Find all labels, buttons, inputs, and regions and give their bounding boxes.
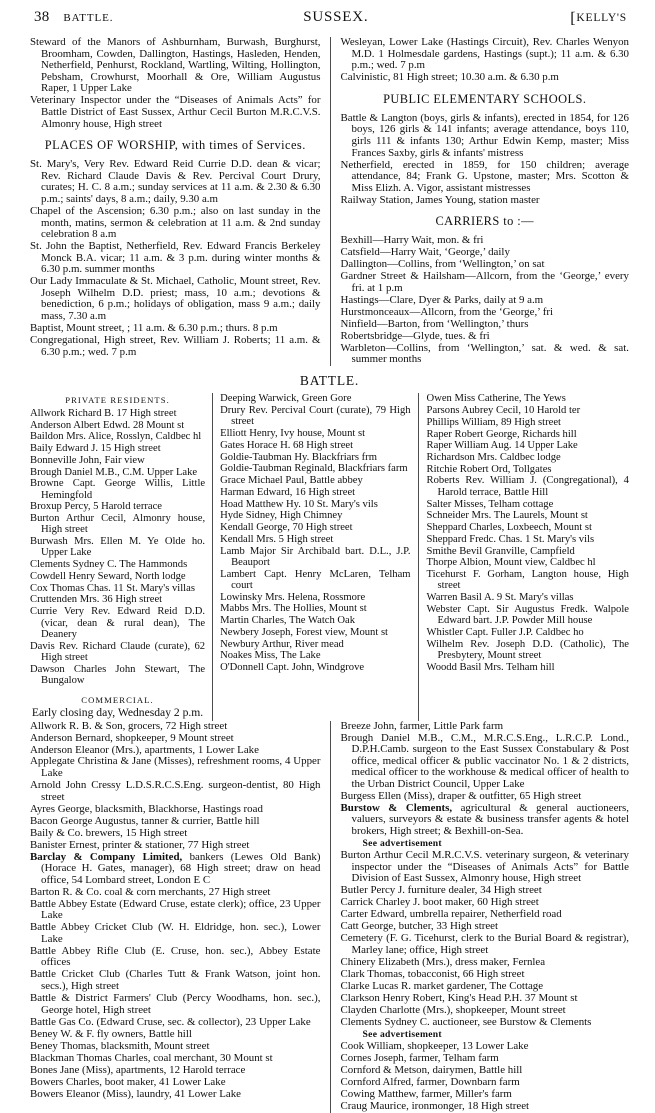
resident-entry: Baildon Mrs. Alice, Rosslyn, Caldbec hl [30, 431, 202, 443]
commercial-entry: Beney Thomas, blacksmith, Mount street [30, 1039, 210, 1052]
commercial-entry: Cook William, shopkeeper, 13 Lower Lake [340, 1039, 529, 1052]
resident-entry: Richardson Mrs. Caldbec lodge [426, 452, 561, 464]
commercial-entry-name: Burstow & Clements, [340, 801, 453, 814]
commercial-entry: Beney W. & F. fly owners, Battle hill [30, 1027, 192, 1040]
worship-entry: Congregational, High street, Rev. William J. Roberts; 11 a.m. & 6.30 p.m.; wed. 7 p.m [30, 334, 321, 358]
resident-entry: Smithe Bevil Granville, Campfield [426, 545, 575, 557]
resident-entry: Brough Daniel M.B., C.M. Upper Lake [30, 466, 198, 478]
resident-entry: Harman Edward, 16 High street [220, 486, 356, 498]
upper-left-column [30, 37, 330, 366]
commercial-entry: Clayden Charlotte (Mrs.), shopkeeper, Mount street [340, 1003, 566, 1016]
bracket-glyph: [ [570, 10, 577, 27]
places-of-worship-heading: PLACES OF WORSHIP, with times of Services. [44, 138, 306, 153]
worship-entry: Baptist, Mount street, ; 11 a.m. & 6.30 p.m.; thurs. 8 p.m [30, 322, 278, 335]
commercial-entry: Clark Thomas, tobacconist, 66 High street [340, 967, 525, 980]
resident-entry: Roberts Rev. William J. (Congregational), 4 Harold terrace, Battle Hill [426, 475, 629, 498]
railway-station-entry: Railway Station, James Young, station master [340, 193, 540, 206]
commercial-entry: Cornford & Metson, dairymen, Battle hill [340, 1063, 523, 1076]
schools-heading: PUBLIC ELEMENTARY SCHOOLS. [383, 91, 587, 106]
commercial-left-column [30, 721, 330, 1113]
worship-entry: Chapel of the Ascension; 6.30 p.m.; also on last sunday in the month, matins, sermon & celebration at 11 a.m. & 2nd sunday celebration 8 a.m [30, 204, 321, 241]
publisher-name: KELLY'S [576, 12, 627, 24]
resident-entry: Deeping Warwick, Green Gore [220, 393, 352, 405]
commercial-entry: Clarke Lucas R. market gardener, The Cottage [340, 979, 544, 992]
resident-entry: Lamb Major Sir Archibald bart. D.L., J.P. Beauport [220, 545, 411, 568]
commercial-entry: Carter Edward, umbrella repairer, Netherfield road [340, 908, 562, 921]
running-head-left [34, 9, 113, 26]
resident-entry: Salter Misses, Telham cottage [426, 498, 554, 510]
commercial-entry: Bones Jane (Miss), apartments, 12 Harold terrace [30, 1063, 246, 1076]
resident-entry: Cox Thomas Chas. 11 St. Mary's villas [30, 582, 195, 594]
commercial-entry: Banister Ernest, printer & stationer, 77 High street [30, 838, 250, 851]
commercial-entry: Battle Gas Co. (Edward Cruse, sec. & collector), 23 Upper Lake [30, 1015, 311, 1028]
upper-right-column [330, 37, 630, 366]
worship-entry: Calvinistic, 81 High street; 10.30 a.m. & 6.30 p.m [340, 71, 559, 84]
early-closing-day: Early closing day, Wednesday 2 p.m. [31, 706, 204, 720]
commercial-entry: Craug Maurice, ironmonger, 18 High street [340, 1099, 530, 1112]
resident-entry: Newbury Arthur, River mead [220, 638, 344, 650]
resident-entry: Hyde Sidney, High Chimney [220, 510, 343, 522]
commercial-entry: Breeze John, farmer, Little Park farm [340, 719, 504, 732]
commercial-heading: COMMERCIAL. [81, 694, 154, 705]
resident-entry: Woodd Basil Mrs. Telham hill [426, 661, 555, 673]
commercial-entry: Cowing Matthew, farmer, Miller's farm [340, 1087, 512, 1100]
resident-entry: Anderson Albert Edwd. 28 Mount st [30, 419, 185, 431]
commercial-entry: Brough Daniel M.B., C.M., M.R.C.S.Eng., L.R.C.P. Lond., D.P.H.Camb. surgeon to the East Sussex Constabulary & Post office, medical officer & public vaccinator No. 1 & 2 districts, medical officer to the workhouse & medical officer of health to the Urban District Council, Upper Lake [340, 731, 629, 790]
residents-column-2 [212, 393, 417, 720]
carrier-entry: Warbleton—Collins, from ‘Wellington,’ sat. & wed. & sat. summer months [340, 341, 629, 366]
school-entry: Battle & Langton (boys, girls & infants), erected in 1854, for 126 boys, 126 girls & 141 infants; average attendance, boys 110, girls 111 & infants 130; Arthur Edwin Kemp, master; Miss Frances Saxby, girls & infants' mistress [340, 111, 629, 159]
commercial-entry: Cornes Joseph, farmer, Telham farm [340, 1051, 499, 1064]
resident-entry: Clements Sydney C. The Hammonds [30, 559, 188, 571]
resident-entry: Hoad Matthew Hy. 10 St. Mary's vils [220, 498, 378, 510]
private-residents-heading: PRIVATE RESIDENTS. [65, 395, 170, 406]
resident-entry: Lambert Capt. Henry McLaren, Telham court [220, 568, 411, 591]
upper-two-column-block [30, 37, 629, 366]
residents-column-1 [30, 393, 212, 720]
resident-entry: Webster Capt. Sir Augustus Fredk. Walpole Edward bart. J.P. Powder Mill house [426, 603, 629, 627]
resident-entry: Sheppard Fredc. Chas. 1 St. Mary's vils [426, 533, 595, 545]
carriers-heading: CARRIERS to :— [435, 214, 535, 229]
resident-entry: Newbery Joseph, Forest view, Mount st [220, 626, 389, 638]
resident-entry: Goldie-Taubman Reginald, Blackfriars farm [220, 463, 408, 475]
resident-entry: Davis Rev. Richard Claude (curate), 62 High street [30, 640, 206, 663]
official-entry: Steward of the Manors of Ashburnham, Burwash, Burghurst, Broomham, Cowden, Dallington, Hastings, Hasleden, Henden, Netherfield, Penhurst, Rockland, Wartling, Wilting, Hollington, Pebsham, Crowhurst, Moorhall & Ore, William Augustus Raper, 1 Upper Lake [30, 36, 321, 95]
resident-entry: Noakes Miss, The Lake [220, 650, 321, 662]
commercial-entry: Battle Abbey Estate (Edward Cruse, estate clerk); office, 23 Upper Lake [30, 897, 321, 922]
running-head [30, 9, 629, 28]
resident-entry: Ritchie Robert Ord, Tollgates [426, 463, 552, 475]
worship-entry: St. Mary's, Very Rev. Edward Reid Currie D.D. dean & vicar; Rev. Richard Claude Davis & Rev. Percival Court Drury, curates; H. C. 8 a.m.; sunday services at 11 a.m. & 2.30 & 6.30 p.m.; saints' days, 8 a.m.; daily, 9.30 a.m [30, 158, 321, 205]
resident-entry: Elliott Henry, Ivy house, Mount st [220, 428, 366, 440]
resident-entry: Martin Charles, The Watch Oak [220, 615, 356, 627]
running-head-publisher [570, 10, 627, 28]
commercial-entry: Catt George, butcher, 33 High street [340, 920, 499, 933]
resident-entry: Kendall Mrs. 5 High street [220, 533, 334, 545]
resident-entry: Wilhelm Rev. Joseph D.D. (Catholic), The Presbytery, Mount street [426, 638, 629, 661]
resident-entry: Cruttenden Mrs. 36 High street [30, 594, 163, 606]
commercial-entry: Anderson Eleanor (Mrs.), apartments, 1 Lower Lake [30, 743, 259, 756]
commercial-entry: Burgess Ellen (Miss), draper & outfitter, 65 High street [340, 789, 582, 802]
commercial-entry: Barton R. & Co. coal & corn merchants, 27 High street [30, 885, 271, 898]
resident-entry: Warren Basil A. 9 St. Mary's villas [426, 592, 574, 604]
resident-entry: Burwash Mrs. Ellen M. Ye Olde ho. Upper Lake [30, 536, 206, 559]
commercial-entry: Burstow & Clements, agricultural & general auctioneers, valuers, surveyors & estate & business transfer agents & hotel brokers, High street; & Bexhill-on-Sea. [340, 801, 629, 838]
running-head-county: SUSSEX. [303, 9, 369, 25]
commercial-entry-name: Barclay & Company Limited, [30, 850, 183, 863]
resident-entry: Whistler Capt. Fuller J.P. Caldbec ho [426, 626, 584, 638]
residents-column-3 [418, 393, 629, 720]
resident-entry: Thorpe Albion, Mount view, Caldbec hl [426, 557, 596, 569]
resident-entry: Sheppard Charles, Loxbeech, Mount st [426, 522, 592, 534]
running-head-town: BATTLE. [63, 12, 114, 24]
commercial-entry: Battle Abbey Rifle Club (E. Cruse, hon. sec.), Abbey Estate offices [30, 944, 321, 969]
commercial-entry: Battle & District Farmers' Club (Percy Woodhams, hon. sec.), George hotel, High street [30, 992, 321, 1016]
resident-entry: Allwork Richard B. 17 High street [30, 407, 177, 419]
resident-entry: Raper Robert George, Richards hill [426, 428, 577, 440]
commercial-entry: Anderson Bernard, shopkeeper, 9 Mount street [30, 731, 234, 744]
commercial-entry: Bowers Eleanor (Miss), laundry, 41 Lower Lake [30, 1087, 241, 1100]
resident-entry: Baily Edward J. 15 High street [30, 443, 161, 455]
worship-entry: Our Lady Immaculate & St. Michael, Catholic, Mount street, Rev. Joseph Wilhelm D.D. priest; mass, 10 a.m.; devotions & benediction, 6 p.m.; holidays of obligation, mass 9 a.m.; daily mass, 7.30 a.m [30, 275, 321, 323]
resident-entry: Owen Miss Catherine, The Yews [426, 393, 566, 405]
commercial-entry: Blackman Thomas Charles, coal merchant, 30 Mount st [30, 1051, 273, 1064]
commercial-entry: Bacon George Augustus, tanner & currier, Battle hill [30, 814, 260, 827]
resident-entry: Raper William Aug. 14 Upper Lake [426, 440, 578, 452]
commercial-entry: Applegate Christina & Jane (Misses), refreshment rooms, 4 Upper Lake [30, 755, 321, 780]
commercial-entry: Arnold John Cressy L.D.S.R.C.S.Eng. surgeon-dentist, 80 High street [30, 779, 321, 803]
resident-entry: Currie Very Rev. Edward Reid D.D. (vicar, dean & rural dean), The Deanery [30, 606, 206, 640]
carrier-entry: Hastings—Clare, Dyer & Parks, daily at 9 a.m [340, 293, 544, 306]
resident-entry: Cowdell Henry Seward, North lodge [30, 570, 186, 582]
resident-entry: Gates Horace H. 68 High street [220, 439, 354, 451]
resident-entry: Burton Arthur Cecil, Almonry house, High street [30, 513, 206, 536]
carrier-entry: Bexhill—Harry Wait, mon. & fri [340, 234, 484, 247]
carrier-entry: Ninfield—Barton, from ‘Wellington,’ thurs [340, 317, 529, 330]
see-advertisement-note: See advertisement [362, 838, 442, 850]
resident-entry: Mabbs Mrs. The Hollies, Mount st [220, 603, 367, 615]
commercial-block [30, 721, 629, 1113]
column-spacer [30, 687, 205, 693]
carrier-entry: Dallington—Collins, from ‘Wellington,’ on sat [340, 258, 545, 271]
resident-entry: Parsons Aubrey Cecil, 10 Harold ter [426, 405, 581, 417]
carrier-entry: Gardner Street & Hailsham—Allcorn, from the ‘George,’ every fri. at 1 p.m [340, 270, 629, 294]
commercial-entry: Chinery Elizabeth (Mrs.), dress maker, Fernlea [340, 955, 546, 968]
resident-entry: Goldie-Taubman Hy. Blackfriars frm [220, 451, 377, 463]
carrier-entry: Hurstmonceaux—Allcorn, from the ‘George,’ fri [340, 305, 553, 318]
resident-entry: Broxup Percy, 5 Harold terrace [30, 501, 162, 513]
resident-entry: Dawson Charles John Stewart, The Bungalow [30, 663, 206, 686]
commercial-entry: Ayres George, blacksmith, Blackhorse, Hastings road [30, 802, 263, 815]
commercial-entry: Burton Arthur Cecil M.R.C.V.S. veterinary surgeon, & veterinary inspector under the “Diseases of Animals Acts” for Battle Division of East Sussex, Almonry house, High street [340, 849, 629, 885]
commercial-entry: Barclay & Company Limited, bankers (Lewes Old Bank) (Horace H. Gates, manager), 68 High street; draw on head office, 54 Lombard street, London E C [30, 850, 321, 886]
resident-entry: Browne Capt. George Willis, Little Hemingfold [30, 478, 206, 501]
resident-entry: Drury Rev. Percival Court (curate), 79 High street [220, 405, 411, 428]
commercial-entry: Bowers Charles, boot maker, 41 Lower Lake [30, 1075, 226, 1088]
resident-entry: Kendall George, 70 High street [220, 522, 353, 534]
resident-entry: Lowinsky Mrs. Helena, Rossmore [220, 591, 366, 603]
resident-entry: Ticehurst F. Gorham, Langton house, High street [426, 568, 629, 592]
commercial-entry: Clements Sydney C. auctioneer, see Burstow & Clements [340, 1015, 592, 1028]
town-heading: BATTLE. [299, 373, 360, 389]
resident-entry: Schneider Mrs. The Laurels, Mount st [426, 510, 588, 522]
worship-entry: Wesleyan, Lower Lake (Hastings Circuit), Rev. Charles Wenyon M.D. 1 Holmesdale gardens, Hastings (supt.); 11 a.m. & 6.30 p.m.; wed. 7 p.m [340, 36, 629, 72]
commercial-entry: Butler Percy J. furniture dealer, 34 High street [340, 884, 542, 897]
see-advertisement-note: See advertisement [362, 1028, 442, 1040]
commercial-entry: Battle Cricket Club (Charles Tutt & Frank Watson, joint hon. secs.), High street [30, 968, 321, 993]
commercial-entry: Battle Abbey Cricket Club (W. H. Eldridge, hon. sec.), Lower Lake [30, 921, 321, 945]
private-residents-block [30, 393, 629, 720]
resident-entry: Phillips William, 89 High street [426, 416, 561, 428]
resident-entry: Grace Michael Paul, Battle abbey [220, 475, 363, 487]
commercial-entry: Clarkson Henry Robert, King's Head P.H. 37 Mount st [340, 991, 578, 1004]
commercial-entry: Cornford Alfred, farmer, Downbarn farm [340, 1075, 520, 1088]
carrier-entry: Robertsbridge—Glyde, tues. & fri [340, 329, 490, 342]
resident-entry: O'Donnell Capt. John, Windgrove [220, 662, 365, 674]
commercial-right-column [330, 721, 630, 1113]
official-entry: Veterinary Inspector under the “Diseases of Animals Acts” for Battle District of East Sussex, Arthur Cecil Burton M.R.C.V.S. Almonry house, High street [30, 94, 321, 130]
school-entry: Netherfield, erected in 1859, for 150 children; average attendance, 84; Frank G. Upstone, master; Mrs. Scotton & Miss Elizh. A. Vigor, assistant mistresses [340, 158, 629, 194]
commercial-entry: Allwork R. B. & Son, grocers, 72 High street [30, 719, 228, 732]
commercial-entry: Carrick Charley J. boot maker, 60 High street [340, 896, 539, 909]
page-folio: 38 [34, 9, 50, 25]
commercial-entry: Baily & Co. brewers, 15 High street [30, 826, 188, 839]
resident-entry: Bonneville John, Fair view [30, 454, 145, 466]
commercial-entry: Cemetery (F. G. Ticehurst, clerk to the Burial Board & registrar), Marley lane; office, High street [340, 932, 629, 956]
worship-entry: St. John the Baptist, Netherfield, Rev. Edward Francis Berkeley Monck B.A. vicar; 11 a.m. & 3 p.m. during winter months & 6.30 p.m. summer months [30, 240, 321, 276]
carrier-entry: Catsfield—Harry Wait, ‘George,’ daily [340, 246, 510, 259]
